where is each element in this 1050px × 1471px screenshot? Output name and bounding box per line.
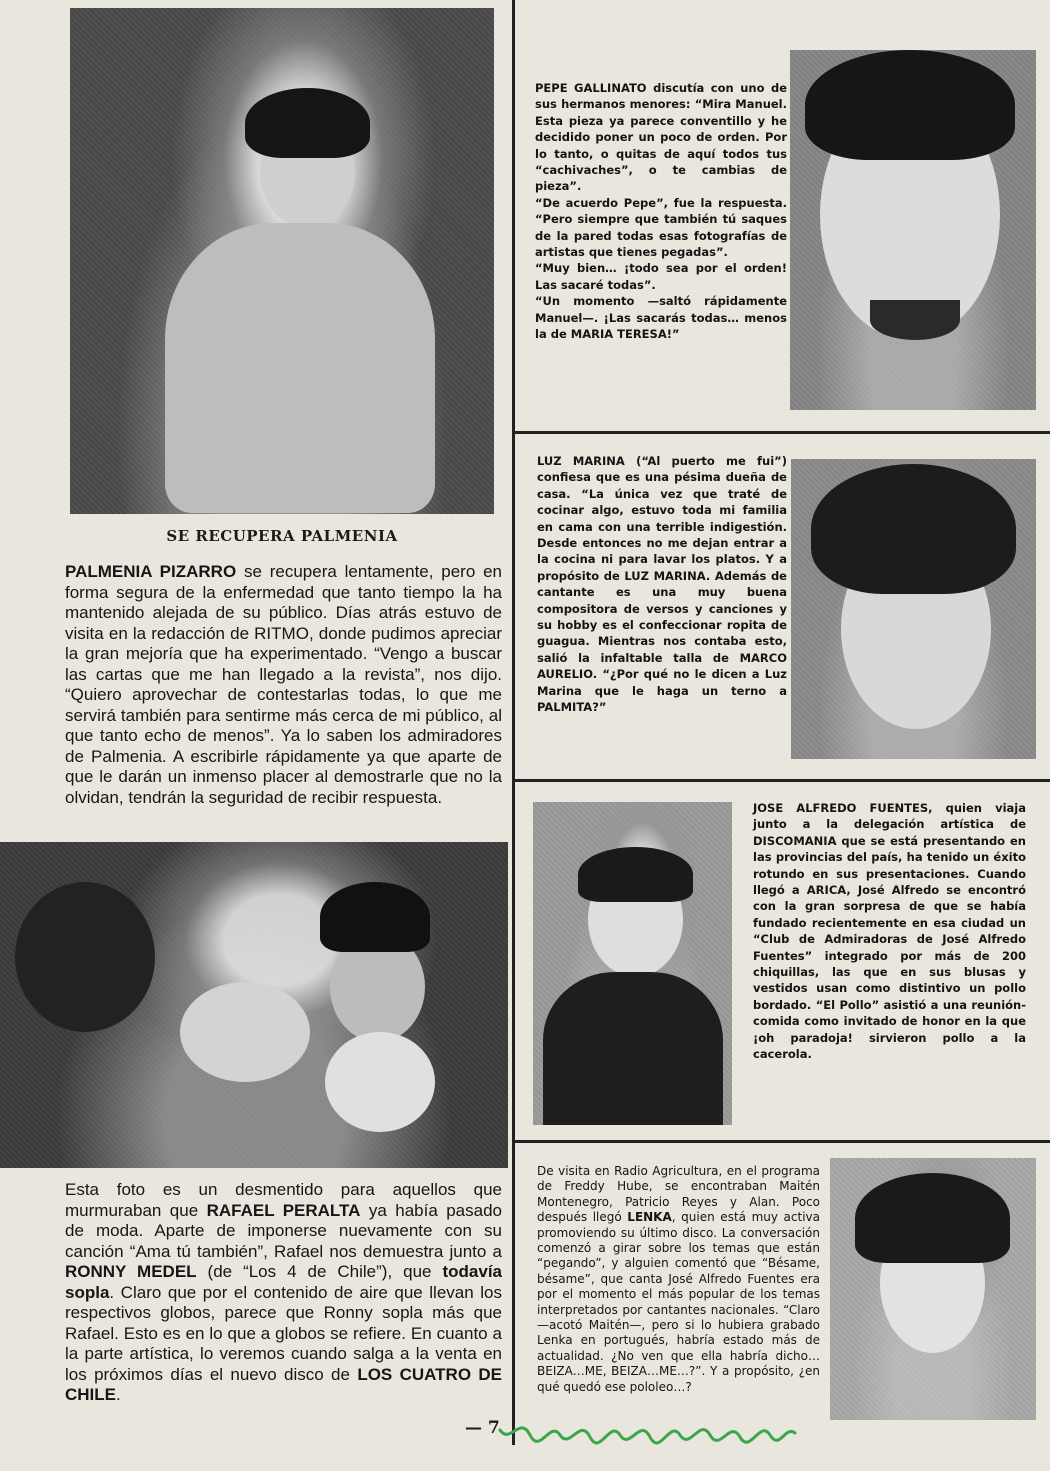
green-scribble-mark [490, 1405, 800, 1455]
photo-rafael-ronny-balloons [0, 842, 508, 1168]
name-palmita: PALMITA [537, 700, 593, 715]
phrase-todavia-sopla: todavía sopla [65, 1262, 503, 1302]
name-rafael-peralta: RAFAEL PERALTA [206, 1200, 361, 1220]
name-pepe-gallinato: PEPE GALLINATO [535, 81, 647, 95]
name-marco-aurelio: MARCO AURELIO [537, 650, 787, 682]
name-arica: ARICA [806, 883, 847, 898]
blurb-jose-alfredo-fuentes: JOSE ALFREDO FUENTES, quien viaja junto a la delegación artística de DISCOMANIA que se está presentando en las provincias del país, ha tenido un éxito rotundo en sus presentaciones. Cuando llegó a ARICA, José Alfredo se encontró con la gran sorpresa de que se había fundado recientemente en esa ciudad un “Club de Admiradoras de José Alfredo Fuentes” integrado por más de 200 chiquillas, las que en sus blusas y vestidos usan como distintivo un pollo bordado. “El Pollo” asistió a una reunión-comida como invitado de honor en la que ¡oh paradoja! sirvieron pollo a la cacerola. [753, 801, 1027, 1062]
name-los-cuatro-de-chile: LOS CUATRO DE CHILE [65, 1364, 502, 1404]
name-palmenia-pizarro: PALMENIA PIZARRO [65, 562, 237, 581]
blurb-pepe-gallinato: PEPE GALLINATO discutía con uno de sus hermanos menores: “Mira Manuel. Esta pieza ya parece conventillo y he decidido poner un poco de orden. Por lo tanto, o quitas de aquí todos tus “cachivaches”, o te cambias de pieza”. “De acuerdo Pepe”, fue la respuesta. “Pero siempre que también tú saques de la pared todas esas fotografías de artistas que tienes pegadas”. “Muy bien… ¡todo sea por el orden! Las sacaré todas”. “Un momento —saltó rápidamente Manuel—. ¡Las sacarás todas… menos la de MARIA TERESA!” [535, 81, 787, 342]
photo-palmenia [70, 8, 494, 514]
blurb-luz-marina: LUZ MARINA (“Al puerto me fui”) confiesa que es una pésima dueña de casa. “La única vez que traté de cocinar algo, estuvo toda mi familia en cama con una terrible indigestión. Desde entonces no me dejan entrar a la cocina ni para lavar los platos. Y a propósito de LUZ MARINA. Además de cantante es una muy buena compositora de versos y canciones y su hobby es el confeccionar ropita de guagua. Mientras nos contaba esto, salió la infaltable talla de MARCO AURELIO. “¿Por qué no le dicen a Luz Marina que le haga un terno a PALMITA?” [537, 454, 787, 715]
article-rafael-peralta: Esta foto es un desmentido para aquellos que murmuraban que RAFAEL PERALTA ya había pasado de moda. Aparte de imponerse nuevamente con su canción “Ama tú también”, Rafael nos demuestra junto a RONNY MEDEL (de “Los 4 de Chile”), que todavía sopla. Claro que por el contenido de aire que llevan los respectivos globos, parece que Ronny sopla más que Rafael. Esto es en lo que a globos se refiere. En cuanto a la parte artística, lo veremos cuando salga a la venta en los próximos días el nuevo disco de LOS CUATRO DE CHILE. [65, 1180, 503, 1404]
name-jose-alfredo-fuentes: JOSE ALFREDO FUENTES [753, 801, 929, 815]
name-maria-teresa: MARIA TERESA [570, 327, 667, 342]
column-divider [512, 0, 515, 1445]
page-number: — 7 [465, 1418, 500, 1438]
divider-luz-jose [512, 779, 1050, 782]
name-luz-marina: LUZ MARINA [537, 454, 625, 468]
name-ritmo: RITMO [254, 623, 309, 643]
name-lenka: LENKA [627, 1210, 672, 1225]
article-palmenia: PALMENIA PIZARRO se recupera lentamente, pero en forma segura de la enfermedad que tanto tiempo la ha mantenido alejada de su público. Días atrás estuvo de visita en la redacción de RITMO, donde pudimos apreciar la gran mejoría que ha experimentado. “Vengo a buscar las cartas que me han llegado a la revista”, nos dijo. “Quiero aprovechar de contestarlas todas, lo que me servirá también para sentirme más cerca de mi público, al que tanto echo de menos”. Ya lo saben los admiradores de Palmenia. A escribirle rápidamente ya que aparte de que le darán un inmenso placer al demostrarle que no la olvidan, tendrán la seguridad de recibir respuesta. [65, 562, 503, 807]
name-discomania: DISCOMANIA [753, 833, 837, 848]
divider-pepe-luz [512, 431, 1050, 434]
blurb-lenka: De visita en Radio Agricultura, en el programa de Freddy Hube, se encontraban Maitén Montenegro, Patricio Reyes y Alan. Poco después llegó LENKA, quien está muy activa promoviendo su último disco. La conversación comenzó a girar sobre los temas que están “pegando”, y alguien comentó que “Bésame, bésame”, que canta José Alfredo Fuentes era por el momento el más popular de los temas interpretados por cantantes nacionales. “Claro —acotó Maitén—, pero si lo hubiera grabado Lenka en portugués, habría estado más de actualidad. ¿No ven que ella habría dicho… BEIZA…ME, BEIZA…ME…?”. Y a propósito, ¿en qué quedó ese pololeo…? [537, 1164, 821, 1394]
photo-luz-marina [791, 459, 1036, 759]
heading-se-recupera-palmenia: SE RECUPERA PALMENIA [166, 527, 398, 545]
divider-jose-lenka [512, 1140, 1050, 1143]
photo-pepe-gallinato [790, 50, 1036, 410]
name-ronny-medel: RONNY MEDEL [65, 1262, 197, 1281]
photo-jose-alfredo-fuentes [533, 802, 732, 1125]
photo-lenka [830, 1158, 1036, 1420]
